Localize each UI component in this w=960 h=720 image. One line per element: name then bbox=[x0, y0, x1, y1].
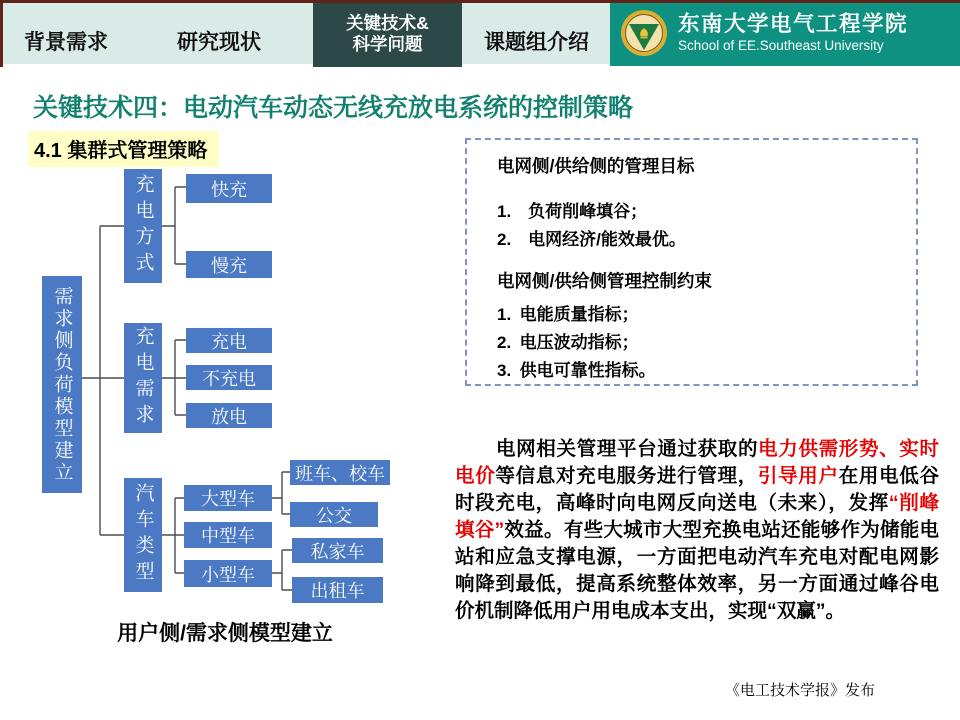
tree-node-charge: 充电 bbox=[186, 328, 272, 353]
grid-constraints-title: 电网侧/供给侧管理控制约束 bbox=[497, 271, 712, 291]
school-banner bbox=[610, 0, 960, 66]
top-maroon-border bbox=[0, 0, 960, 3]
nav-bar bbox=[0, 0, 960, 64]
grid-constraint-item: 1. 电能质量指标； bbox=[497, 305, 639, 324]
tab-key-technology-line1: 关键技术& bbox=[346, 12, 429, 33]
tree-caption: 用户侧/需求侧模型建立 bbox=[117, 622, 333, 645]
tab-research-group[interactable]: 课题组介绍 bbox=[484, 31, 589, 54]
tree-node-fast-charge: 快充 bbox=[186, 174, 272, 203]
tree-node-taxi: 出租车 bbox=[292, 577, 383, 603]
tree-node-no-charge: 不充电 bbox=[186, 365, 272, 390]
tree-node-slow-charge: 慢充 bbox=[186, 251, 272, 278]
journal-footer-note: 《电工技术学报》发布 bbox=[724, 682, 875, 699]
tree-node-charging-demand: 充电需求 bbox=[124, 323, 162, 433]
left-maroon-border bbox=[0, 0, 3, 67]
tree-node-small-vehicle: 小型车 bbox=[184, 560, 272, 587]
tab-research-status[interactable]: 研究现状 bbox=[177, 31, 261, 54]
tree-node-vehicle-type: 汽车类型 bbox=[124, 478, 162, 592]
tab-background-needs[interactable]: 背景需求 bbox=[24, 31, 108, 54]
school-name-cn: 东南大学电气工程学院 bbox=[678, 12, 909, 36]
tree-node-shuttle-school-bus: 班车、校车 bbox=[290, 460, 390, 485]
tab-key-technology-active[interactable] bbox=[313, 0, 462, 67]
grid-objectives-title: 电网侧/供给侧的管理目标 bbox=[497, 156, 695, 176]
tree-node-large-vehicle: 大型车 bbox=[184, 485, 272, 511]
tree-node-public-transit: 公交 bbox=[290, 502, 378, 527]
page-title: 关键技术四：电动汽车动态无线充放电系统的控制策略 bbox=[33, 94, 634, 122]
tree-node-discharge: 放电 bbox=[186, 403, 272, 428]
grid-objective-item: 2. 电网经济/能效最优。 bbox=[497, 230, 686, 249]
section-label: 4.1 集群式管理策略 bbox=[28, 131, 219, 167]
management-paragraph: 电网相关管理平台通过获取的电力供需形势、实时电价等信息对充电服务进行管理，引导用户在用电低谷时段充电，高峰时向电网反向送电（未来），发挥“削峰填谷”效益。有些大城市大型充换电站还能够作为储能电站和应急支撑电源，一方面把电动汽车充电对配电网影响降到最低，提高系统整体效率，另一方面通过峰谷电价机制降低用户用电成本支出，实现“双赢”。 bbox=[455, 438, 939, 622]
grid-objective-item: 1. 负荷削峰填谷； bbox=[497, 202, 648, 221]
tree-node-demand-side-load-model: 需求侧负荷模型建立 bbox=[42, 276, 82, 493]
seu-seal-icon bbox=[620, 9, 668, 57]
school-name-en: School of EE.Southeast University bbox=[678, 38, 884, 53]
tree-node-medium-vehicle: 中型车 bbox=[184, 522, 272, 548]
tree-node-charging-method: 充电方式 bbox=[124, 169, 162, 283]
grid-constraint-item: 2. 电压波动指标； bbox=[497, 333, 639, 352]
grid-side-info-box bbox=[465, 138, 918, 386]
tab-key-technology-line2: 科学问题 bbox=[352, 33, 423, 54]
grid-constraint-item: 3. 供电可靠性指标。 bbox=[497, 361, 656, 380]
tree-node-private-car: 私家车 bbox=[292, 538, 383, 563]
